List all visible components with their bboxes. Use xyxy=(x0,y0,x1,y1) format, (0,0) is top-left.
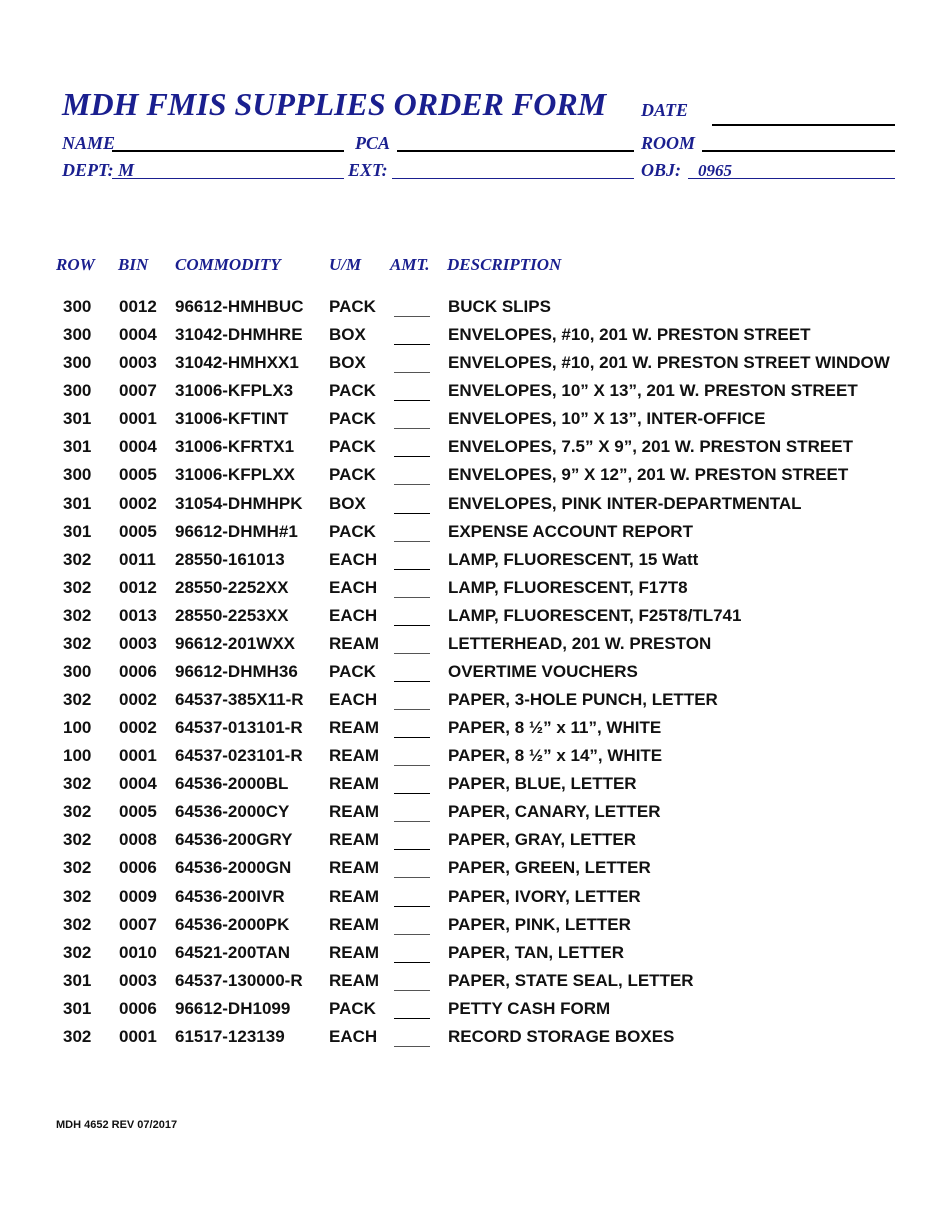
item-bin: 0004 xyxy=(119,774,157,794)
table-row xyxy=(0,437,950,465)
item-commodity: 64537-130000-R xyxy=(175,970,303,990)
item-row: 302 xyxy=(63,830,92,850)
item-um: PACK xyxy=(329,521,376,541)
item-bin: 0003 xyxy=(119,633,157,653)
item-amount-field[interactable] xyxy=(394,737,430,738)
item-bin: 0007 xyxy=(119,381,157,401)
item-row: 302 xyxy=(63,633,92,653)
form-code: MDH 4652 REV 07/2017 xyxy=(56,1119,178,1131)
item-bin: 0002 xyxy=(119,690,157,709)
item-description: PETTY CASH FORM xyxy=(448,998,611,1018)
table-row xyxy=(0,943,950,971)
item-commodity: 31042-DHMHRE xyxy=(175,325,303,345)
item-amount-field[interactable] xyxy=(394,990,430,991)
item-amount-field[interactable] xyxy=(394,513,430,514)
item-um: REAM xyxy=(329,718,380,737)
item-description: PAPER, TAN, LETTER xyxy=(448,942,624,962)
item-commodity: 28550-2253XX xyxy=(175,605,289,625)
item-um: REAM xyxy=(329,802,380,822)
item-commodity: 31054-DHMHPK xyxy=(175,493,303,513)
item-amount-field[interactable] xyxy=(394,1018,430,1019)
col-header-row: ROW xyxy=(56,255,95,274)
table-row xyxy=(0,522,950,550)
item-um: PACK xyxy=(329,465,376,485)
item-bin: 0013 xyxy=(119,605,157,625)
item-commodity: 64536-2000CY xyxy=(175,802,290,822)
item-commodity: 31006-KFPLX3 xyxy=(175,381,294,401)
dept-label: DEPT: M xyxy=(62,160,135,180)
table-row xyxy=(0,718,950,746)
item-commodity: 96612-DHMH36 xyxy=(175,661,298,681)
item-commodity: 96612-DH1099 xyxy=(175,998,291,1018)
item-amount-field[interactable] xyxy=(394,456,430,457)
item-amount-field[interactable] xyxy=(394,653,430,654)
item-um: EACH xyxy=(329,1026,378,1046)
item-row: 302 xyxy=(63,774,92,794)
pca-label: PCA xyxy=(355,133,391,153)
item-row: 300 xyxy=(63,661,92,681)
item-um: BOX xyxy=(329,493,366,513)
item-um: REAM xyxy=(329,970,380,990)
item-um: BOX xyxy=(329,325,366,345)
item-um: PACK xyxy=(329,998,376,1018)
table-row xyxy=(0,409,950,437)
table-row xyxy=(0,662,950,690)
item-amount-field[interactable] xyxy=(394,877,430,878)
item-amount-field[interactable] xyxy=(394,849,430,850)
item-bin: 0008 xyxy=(119,830,157,850)
item-um: REAM xyxy=(329,746,380,766)
dept-field[interactable] xyxy=(112,178,344,179)
item-um: REAM xyxy=(329,914,380,934)
item-row: 302 xyxy=(63,690,92,709)
item-row: 301 xyxy=(63,437,92,457)
date-field[interactable] xyxy=(712,124,895,126)
item-commodity: 64537-385X11-R xyxy=(175,690,304,709)
item-commodity: 64536-2000PK xyxy=(175,914,290,934)
item-row: 300 xyxy=(63,297,92,316)
item-amount-field[interactable] xyxy=(394,372,430,373)
item-row: 301 xyxy=(63,970,92,990)
item-description: LAMP, FLUORESCENT, F25T8/TL741 xyxy=(448,605,742,625)
item-row: 301 xyxy=(63,521,92,541)
item-row: 301 xyxy=(63,409,92,429)
item-commodity: 64536-200GRY xyxy=(175,830,293,850)
item-um: REAM xyxy=(329,774,380,794)
item-bin: 0012 xyxy=(119,297,157,316)
item-description: PAPER, GREEN, LETTER xyxy=(448,858,651,878)
item-commodity: 31006-KFRTX1 xyxy=(175,437,295,457)
item-description: ENVELOPES, 10” X 13”, 201 W. PRESTON STREET xyxy=(448,381,858,401)
table-row xyxy=(0,297,950,325)
table-row xyxy=(0,887,950,915)
item-bin: 0006 xyxy=(119,858,157,878)
col-header-um: U/M xyxy=(329,255,362,274)
item-row: 302 xyxy=(63,886,92,906)
item-um: PACK xyxy=(329,297,376,316)
item-row: 302 xyxy=(63,858,92,878)
item-commodity: 28550-161013 xyxy=(175,549,285,569)
table-row xyxy=(0,802,950,830)
item-um: PACK xyxy=(329,409,376,429)
item-amount-field[interactable] xyxy=(394,906,430,907)
item-row: 302 xyxy=(63,577,92,597)
item-description: ENVELOPES, 7.5” X 9”, 201 W. PRESTON STREET xyxy=(448,437,853,457)
item-bin: 0004 xyxy=(119,325,157,345)
item-um: REAM xyxy=(329,858,380,878)
item-row: 300 xyxy=(63,353,92,373)
item-row: 300 xyxy=(63,465,92,485)
item-description: LETTERHEAD, 201 W. PRESTON xyxy=(448,633,712,653)
table-row xyxy=(0,381,950,409)
item-um: PACK xyxy=(329,661,376,681)
item-row: 302 xyxy=(63,1026,92,1046)
item-um: EACH xyxy=(329,605,378,625)
item-amount-field[interactable] xyxy=(394,709,430,710)
item-um: REAM xyxy=(329,830,380,850)
table-row xyxy=(0,746,950,774)
item-row: 100 xyxy=(63,718,92,737)
item-description: LAMP, FLUORESCENT, F17T8 xyxy=(448,577,688,597)
item-um: PACK xyxy=(329,437,376,457)
item-row: 300 xyxy=(63,381,92,401)
item-description: ENVELOPES, 9” X 12”, 201 W. PRESTON STREET xyxy=(448,465,849,485)
item-row: 301 xyxy=(63,998,92,1018)
item-bin: 0003 xyxy=(119,970,157,990)
item-commodity: 64537-013101-R xyxy=(175,718,303,737)
item-row: 301 xyxy=(63,493,92,513)
item-um: REAM xyxy=(329,886,380,906)
room-label: ROOM xyxy=(641,133,696,153)
item-bin: 0009 xyxy=(119,886,157,906)
table-row xyxy=(0,606,950,634)
item-bin: 0003 xyxy=(119,353,157,373)
item-commodity: 31006-KFPLXX xyxy=(175,465,295,485)
item-description: PAPER, CANARY, LETTER xyxy=(448,802,661,822)
item-bin: 0001 xyxy=(119,1026,157,1046)
item-description: PAPER, PINK, LETTER xyxy=(448,914,631,934)
item-bin: 0001 xyxy=(119,746,157,766)
item-bin: 0005 xyxy=(119,465,157,485)
item-commodity: 64536-200IVR xyxy=(175,886,285,906)
table-row xyxy=(0,578,950,606)
item-bin: 0004 xyxy=(119,437,157,457)
item-um: EACH xyxy=(329,690,378,709)
item-bin: 0006 xyxy=(119,661,157,681)
item-amount-field[interactable] xyxy=(394,962,430,963)
item-amount-field[interactable] xyxy=(394,821,430,822)
room-field[interactable] xyxy=(702,150,895,152)
item-bin: 0007 xyxy=(119,914,157,934)
table-row xyxy=(0,325,950,353)
item-description: PAPER, 8 ½” x 11”, WHITE xyxy=(448,718,662,737)
table-row xyxy=(0,634,950,662)
item-commodity: 64536-2000GN xyxy=(175,858,292,878)
item-commodity: 28550-2252XX xyxy=(175,577,289,597)
item-description: ENVELOPES, #10, 201 W. PRESTON STREET xyxy=(448,325,811,345)
item-row: 302 xyxy=(63,549,92,569)
col-header-amt: AMT. xyxy=(390,255,430,274)
table-row xyxy=(0,690,950,718)
pca-field[interactable] xyxy=(397,150,634,152)
item-row: 302 xyxy=(63,914,92,934)
item-description: PAPER, 8 ½” x 14”, WHITE xyxy=(448,746,663,766)
item-row: 302 xyxy=(63,802,92,822)
table-row xyxy=(0,353,950,381)
item-amount-field[interactable] xyxy=(394,597,430,598)
item-description: PAPER, 3-HOLE PUNCH, LETTER xyxy=(448,690,718,709)
item-bin: 0005 xyxy=(119,802,157,822)
table-row xyxy=(0,494,950,522)
item-bin: 0002 xyxy=(119,493,157,513)
item-amount-field[interactable] xyxy=(394,569,430,570)
item-commodity: 31006-KFTINT xyxy=(175,409,289,429)
item-bin: 0010 xyxy=(119,942,157,962)
table-row xyxy=(0,465,950,493)
table-row xyxy=(0,1027,950,1055)
item-commodity: 64537-023101-R xyxy=(175,746,303,766)
item-commodity: 96612-HMHBUC xyxy=(175,297,304,316)
name-label: NAME xyxy=(62,133,116,153)
item-um: PACK xyxy=(329,381,376,401)
form-title: MDH FMIS SUPPLIES ORDER FORM xyxy=(62,86,607,122)
col-header-commodity: COMMODITY xyxy=(175,255,281,274)
table-row xyxy=(0,830,950,858)
item-um: REAM xyxy=(329,942,380,962)
table-row xyxy=(0,550,950,578)
item-description: PAPER, IVORY, LETTER xyxy=(448,886,641,906)
item-commodity: 61517-123139 xyxy=(175,1026,285,1046)
item-amount-field[interactable] xyxy=(394,344,430,345)
item-bin: 0002 xyxy=(119,718,157,737)
obj-value: 0965 xyxy=(698,161,732,180)
item-amount-field[interactable] xyxy=(394,765,430,766)
item-description: PAPER, GRAY, LETTER xyxy=(448,830,636,850)
col-header-description: DESCRIPTION xyxy=(447,255,562,274)
item-description: OVERTIME VOUCHERS xyxy=(448,661,638,681)
item-bin: 0006 xyxy=(119,998,157,1018)
name-field[interactable] xyxy=(112,150,344,152)
item-description: ENVELOPES, PINK INTER-DEPARTMENTAL xyxy=(448,493,802,513)
table-row xyxy=(0,971,950,999)
item-description: PAPER, STATE SEAL, LETTER xyxy=(448,970,694,990)
ext-field[interactable] xyxy=(392,178,634,179)
item-description: ENVELOPES, 10” X 13”, INTER-OFFICE xyxy=(448,409,766,429)
item-row: 302 xyxy=(63,942,92,962)
item-amount-field[interactable] xyxy=(394,428,430,429)
item-amount-field[interactable] xyxy=(394,484,430,485)
item-bin: 0001 xyxy=(119,409,157,429)
item-amount-field[interactable] xyxy=(394,400,430,401)
table-row xyxy=(0,858,950,886)
item-description: PAPER, BLUE, LETTER xyxy=(448,774,637,794)
item-amount-field[interactable] xyxy=(394,541,430,542)
item-commodity: 31042-HMHXX1 xyxy=(175,353,299,373)
item-bin: 0012 xyxy=(119,577,157,597)
ext-label: EXT: xyxy=(348,160,388,180)
obj-label: OBJ: xyxy=(641,160,681,180)
item-commodity: 96612-DHMH#1 xyxy=(175,521,298,541)
date-label: DATE xyxy=(641,100,689,120)
item-commodity: 64521-200TAN xyxy=(175,942,290,962)
col-header-bin: BIN xyxy=(118,255,149,274)
item-um: EACH xyxy=(329,549,378,569)
item-description: LAMP, FLUORESCENT, 15 Watt xyxy=(448,549,699,569)
item-amount-field[interactable] xyxy=(394,1046,430,1047)
item-amount-field[interactable] xyxy=(394,793,430,794)
item-row: 302 xyxy=(63,605,92,625)
item-commodity: 64536-2000BL xyxy=(175,774,289,794)
item-row: 300 xyxy=(63,325,92,345)
item-um: REAM xyxy=(329,633,380,653)
item-um: BOX xyxy=(329,353,366,373)
item-um: EACH xyxy=(329,577,378,597)
item-amount-field[interactable] xyxy=(394,681,430,682)
table-row xyxy=(0,774,950,802)
item-description: RECORD STORAGE BOXES xyxy=(448,1026,675,1046)
item-bin: 0011 xyxy=(119,549,156,569)
item-description: EXPENSE ACCOUNT REPORT xyxy=(448,521,693,541)
table-row xyxy=(0,915,950,943)
item-row: 100 xyxy=(63,746,92,766)
item-amount-field[interactable] xyxy=(394,316,430,317)
item-bin: 0005 xyxy=(119,521,157,541)
item-description: ENVELOPES, #10, 201 W. PRESTON STREET WINDOW xyxy=(448,353,890,373)
item-commodity: 96612-201WXX xyxy=(175,633,296,653)
table-row xyxy=(0,999,950,1027)
item-amount-field[interactable] xyxy=(394,934,430,935)
item-description: BUCK SLIPS xyxy=(448,297,551,316)
item-amount-field[interactable] xyxy=(394,625,430,626)
obj-field-line xyxy=(688,178,895,179)
